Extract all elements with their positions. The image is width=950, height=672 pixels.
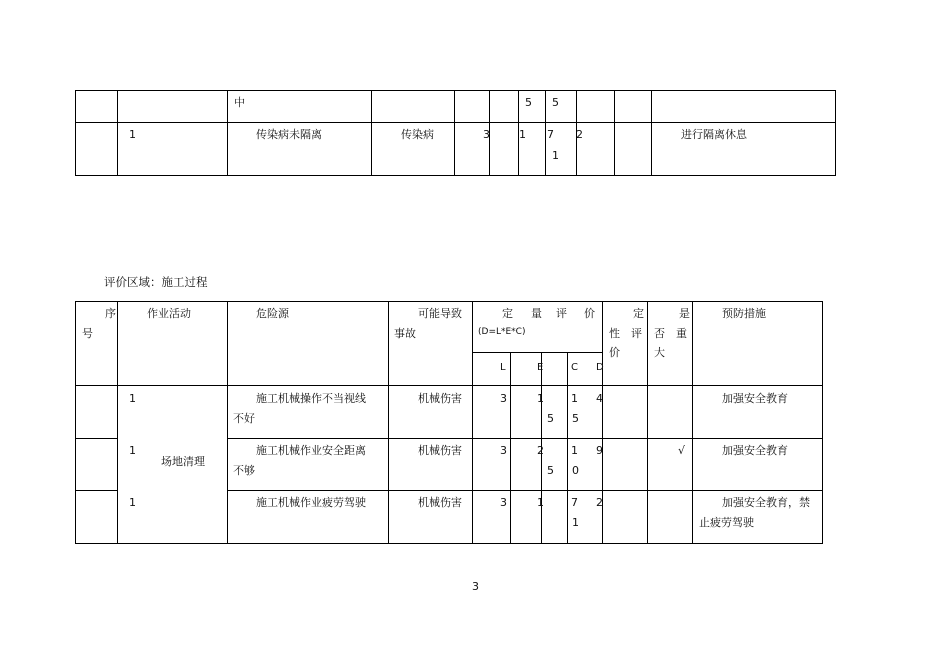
header-quant-3: 评: [556, 307, 567, 320]
header-formula: (D=L*E*C): [478, 327, 526, 337]
top-row2-c-2: 1: [552, 149, 559, 162]
header-qual-1: 定: [633, 307, 644, 320]
row3-d: 2: [596, 496, 603, 509]
row3-c-2: 1: [572, 516, 579, 529]
row2-e-2: 5: [547, 464, 554, 477]
header-accident-2: 事故: [394, 327, 416, 340]
header-qual-3: 评: [631, 327, 642, 340]
row1-accident: 机械伤害: [418, 392, 462, 405]
row1-d: 4: [596, 392, 603, 405]
header-accident-1: 可能导致: [418, 307, 462, 320]
row1-e-1: 1: [537, 392, 544, 405]
row2-e-1: 2: [537, 444, 544, 457]
row1-c-2: 5: [572, 412, 579, 425]
header-e: E: [537, 362, 544, 373]
header-quant-4: 价: [584, 307, 595, 320]
header-qual-2: 性: [609, 327, 620, 340]
top-row2-l: 3: [483, 128, 490, 141]
header-d: D: [596, 362, 604, 373]
row3-l: 3: [500, 496, 507, 509]
row1-l: 3: [500, 392, 507, 405]
row1-hazard-1: 施工机械操作不当视线: [256, 392, 366, 405]
page-number: 3: [472, 580, 479, 593]
row2-no: 1: [129, 444, 136, 457]
top-row2-e: 1: [519, 128, 526, 141]
row3-hazard-1: 施工机械作业疲劳驾驶: [256, 496, 366, 509]
header-activity: 作业活动: [147, 307, 191, 320]
top-row2-c-1: 7: [547, 128, 554, 141]
header-major-3: 重: [676, 327, 687, 340]
row1-measure-1: 加强安全教育: [722, 392, 788, 405]
row2-c-2: 0: [572, 464, 579, 477]
row2-major-check: √: [678, 444, 686, 457]
header-major-1: 是: [679, 307, 690, 320]
top-row1-e: 5: [525, 96, 532, 109]
row1-hazard-2: 不好: [233, 412, 255, 425]
row1-no: 1: [129, 392, 136, 405]
row2-d: 9: [596, 444, 603, 457]
row3-e-1: 1: [537, 496, 544, 509]
header-qual-4: 价: [609, 346, 620, 359]
header-quant-1: 定: [502, 307, 513, 320]
activity-group: 场地清理: [161, 455, 205, 468]
top-row1-c: 5: [552, 96, 559, 109]
row2-hazard-1: 施工机械作业安全距离: [256, 444, 366, 457]
row2-accident: 机械伤害: [418, 444, 462, 457]
section-title: 评价区域：施工过程: [104, 275, 208, 289]
row2-c-1: 1: [571, 444, 578, 457]
top-row2-d: 2: [576, 128, 583, 141]
header-quant-2: 量: [531, 307, 542, 320]
row3-accident: 机械伤害: [418, 496, 462, 509]
row2-measure-1: 加强安全教育: [722, 444, 788, 457]
row1-e-2: 5: [547, 412, 554, 425]
header-seq-2: 号: [82, 327, 93, 340]
top-row2-accident: 传染病: [401, 128, 434, 141]
header-seq-1: 序: [105, 307, 116, 320]
row1-c-1: 1: [571, 392, 578, 405]
header-major-2: 否: [654, 327, 665, 340]
header-hazard: 危险源: [256, 307, 289, 320]
row2-hazard-2: 不够: [233, 464, 255, 477]
header-c: C: [571, 362, 578, 373]
top-row2-hazard: 传染病未隔离: [256, 128, 322, 141]
row2-l: 3: [500, 444, 507, 457]
top-row1-hazard: 中: [234, 96, 245, 109]
row3-no: 1: [129, 496, 136, 509]
row3-measure-1: 加强安全教育，禁: [722, 496, 810, 509]
header-measures: 预防措施: [722, 307, 766, 320]
top-row2-activity-no: 1: [129, 128, 136, 141]
header-l: L: [500, 362, 506, 373]
row3-c-1: 7: [571, 496, 578, 509]
row3-measure-2: 止疲劳驾驶: [699, 516, 754, 529]
top-row2-measure: 进行隔离休息: [681, 128, 747, 141]
header-major-4: 大: [654, 346, 665, 359]
